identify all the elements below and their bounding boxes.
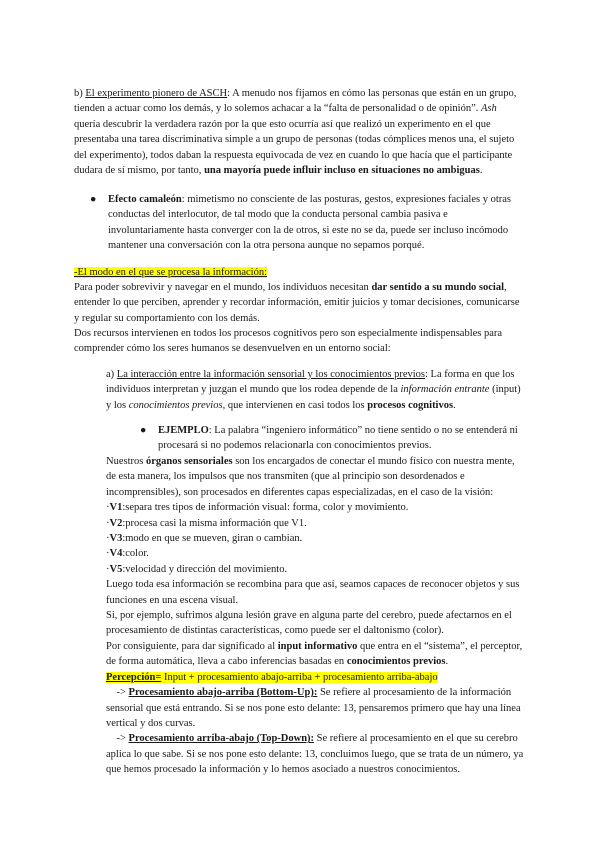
layer-code: V4 — [109, 548, 123, 560]
bullet-dot-icon: ● — [90, 194, 97, 205]
p1-text-a: Para poder sobrevivir y navegar en el mundo, los individuos necesitan — [74, 282, 372, 293]
visual-layer-v3 — [106, 531, 524, 546]
arrow-icon: -> — [116, 733, 129, 745]
p1-text-c: , entender lo que perciben, aprender y recordar información, emitir juicios y tomar decisiones, comunicarse y regular su comportamiento con los demás. — [74, 282, 520, 324]
interaction-text-2: (input) y los — [106, 384, 521, 411]
interaction-title: La interacción entre la información sensorial y los conocimientos previos — [116, 369, 425, 380]
chameleon-text: : mimetismo no consciente de las posturas, gestos, expresiones faciales y otras conductas del interlocutor, de tal modo que la conducta personal cambia pasiva e involuntariamente hasta converger con la de otros, si este no se da, puede ser incluso incómodo mantener una conversación con la otra persona aunque no sepamos porqué. — [108, 194, 511, 252]
asch-text-1: : A menudo nos fijamos en cómo las personas que están en un grupo, tienden a actuar como los demás, y lo solemos achacar a la “falta de personalidad o de opinión”. — [74, 88, 517, 115]
bottom-up-paragraph — [106, 685, 524, 731]
layer-text: :color. — [122, 548, 149, 560]
sensory-paragraph — [106, 454, 524, 500]
bullet-dot-icon: ● — [140, 425, 147, 436]
interaction-paragraph — [106, 367, 524, 413]
interaction-text-3: que intervienen en casi todos los — [225, 399, 368, 411]
layer-text: :modo en que se mueven, giran o cambian. — [122, 533, 303, 545]
layer-dot: · — [106, 563, 110, 575]
sensory-text-1: Nuestros — [106, 456, 146, 467]
meaning-text-3: . — [445, 656, 449, 668]
interaction-block — [106, 367, 524, 413]
bullet-item — [90, 192, 524, 254]
layer-code: V1 — [109, 502, 123, 514]
visual-layer-v2 — [106, 516, 524, 531]
asch-text-3: . — [479, 165, 483, 177]
asch-title: El experimento pionero de ASCH — [85, 88, 228, 99]
visual-layer-v4 — [106, 546, 524, 561]
interaction-italic-2: conocimientos previos, — [128, 399, 226, 411]
top-down-label: Procesamiento arriba-abajo (Top-Down): — [128, 733, 315, 745]
sensory-text-2: son los encargados de conectar el mundo físico con nuestra mente, de esta manera, los impulsos que nos transmiten (que al principio son desordenados e incomprensibles), son procesados en diferentes capas especializadas, en el caso de la visión: — [106, 456, 515, 498]
example-bullet — [140, 423, 524, 454]
sensory-bold: órganos sensoriales — [145, 456, 233, 467]
layer-text: :velocidad y dirección del movimiento. — [122, 563, 288, 575]
interaction-text-4: . — [453, 399, 456, 411]
recombine-paragraph: Luego toda esa información se recombina para que así, seamos capaces de reconocer objetos y sus funciones en una escena visual. — [106, 579, 520, 606]
visual-layer-v5 — [106, 562, 524, 577]
perception-label: Percepción= — [106, 671, 162, 683]
p1-bold: dar sentido a su mundo social — [371, 282, 504, 293]
processing-heading: -El modo en el que se procesa la información: — [74, 267, 268, 278]
section-prefix: b) — [74, 88, 86, 99]
example-text: : La palabra “ingeniero informático” no tiene sentido o no se entenderá ni procesará si no podemos relacionarla con conocimientos previos. — [158, 425, 518, 452]
bottom-up-text: Se refiere al procesamiento de la información sensorial que está entrando. Si se nos pone esto delante: 13, pensaremos primero que hay una línea vertical y dos curvas. — [106, 687, 521, 729]
layer-code: V5 — [109, 563, 123, 575]
layer-dot: · — [106, 533, 110, 545]
top-down-text: Se refiere al procesamiento en el que su cerebro aplica lo que sabe. Si se nos pone esto delante: 13, concluimos luego, que se trata de un número, ya que hemos procesado la información y lo hemos asociado a nuestros conocimientos. — [106, 733, 524, 776]
top-down-paragraph — [106, 731, 524, 777]
layer-code: V3 — [109, 533, 123, 545]
asch-text-2: quería descubrir la verdadera razón por la que esto ocurría así que realizó un experimento en el que presentaba una tarea discriminativa simple a un grupo de personas (todas cómplices menos una, el sujeto del experimento), todos daban la respuesta equivocada de vez en cuando lo que hacía que el participante dudara de sí mismo, por tanto, — [74, 118, 515, 177]
chameleon-label: Efecto camaleón — [108, 194, 182, 205]
layer-text: :procesa casi la misma información que V1. — [122, 517, 307, 529]
layer-dot: · — [106, 517, 110, 529]
meaning-text-2: que entra en el “sistema”, el perceptor, de forma automática, lleva a cabo inferencias basadas en — [106, 640, 523, 668]
interaction-prefix: a) — [106, 369, 117, 380]
meaning-bold-1: input informativo — [277, 640, 358, 652]
bottom-up-label: Procesamiento abajo-arriba (Bottom-Up): — [128, 687, 318, 699]
bullet-item — [140, 423, 524, 454]
sensory-block — [106, 454, 524, 778]
perception-line — [106, 670, 524, 685]
interaction-italic-1: información entrante — [400, 384, 490, 396]
processing-paragraph-1 — [74, 280, 524, 326]
example-label: EJEMPLO — [158, 425, 209, 436]
meaning-bold-2: conocimientos previos — [346, 656, 446, 668]
perception-formula: Input + procesamiento abajo-arriba + procesamiento arriba-abajo — [161, 671, 438, 683]
asch-conclusion: una mayoría puede influir incluso en situaciones no ambiguas — [204, 165, 480, 177]
meaning-paragraph — [106, 639, 524, 670]
processing-heading-line — [74, 265, 524, 280]
processing-paragraph-2 — [74, 326, 524, 357]
p2-text: Dos recursos intervienen en todos los procesos cognitivos pero son especialmente indispensables para comprender cómo los seres humanos se desenvuelven en un entorno social: — [74, 328, 503, 355]
lesion-paragraph: Si, por ejemplo, sufrimos alguna lesión grave en alguna parte del cerebro, puede afectarnos en el procesamiento de distintas características, como puede ser el daltonismo (color). — [106, 610, 512, 637]
asch-paragraph — [74, 86, 524, 178]
meaning-text-1: Por consiguiente, para dar significado al — [106, 640, 278, 652]
layer-dot: · — [106, 548, 110, 560]
chameleon-bullet — [90, 192, 524, 254]
layer-code: V2 — [109, 517, 123, 529]
layer-dot: · — [106, 502, 110, 514]
visual-layer-v1 — [106, 500, 524, 515]
interaction-text-1: : La forma en que los individuos interpretan y juzgan el mundo que los rodea depende de la — [106, 369, 515, 396]
arrow-icon: -> — [116, 687, 129, 699]
layer-text: :separa tres tipos de información visual: forma, color y movimiento. — [122, 502, 409, 514]
interaction-bold: procesos cognitivos — [367, 399, 454, 411]
ash-name: Ash — [481, 103, 497, 115]
